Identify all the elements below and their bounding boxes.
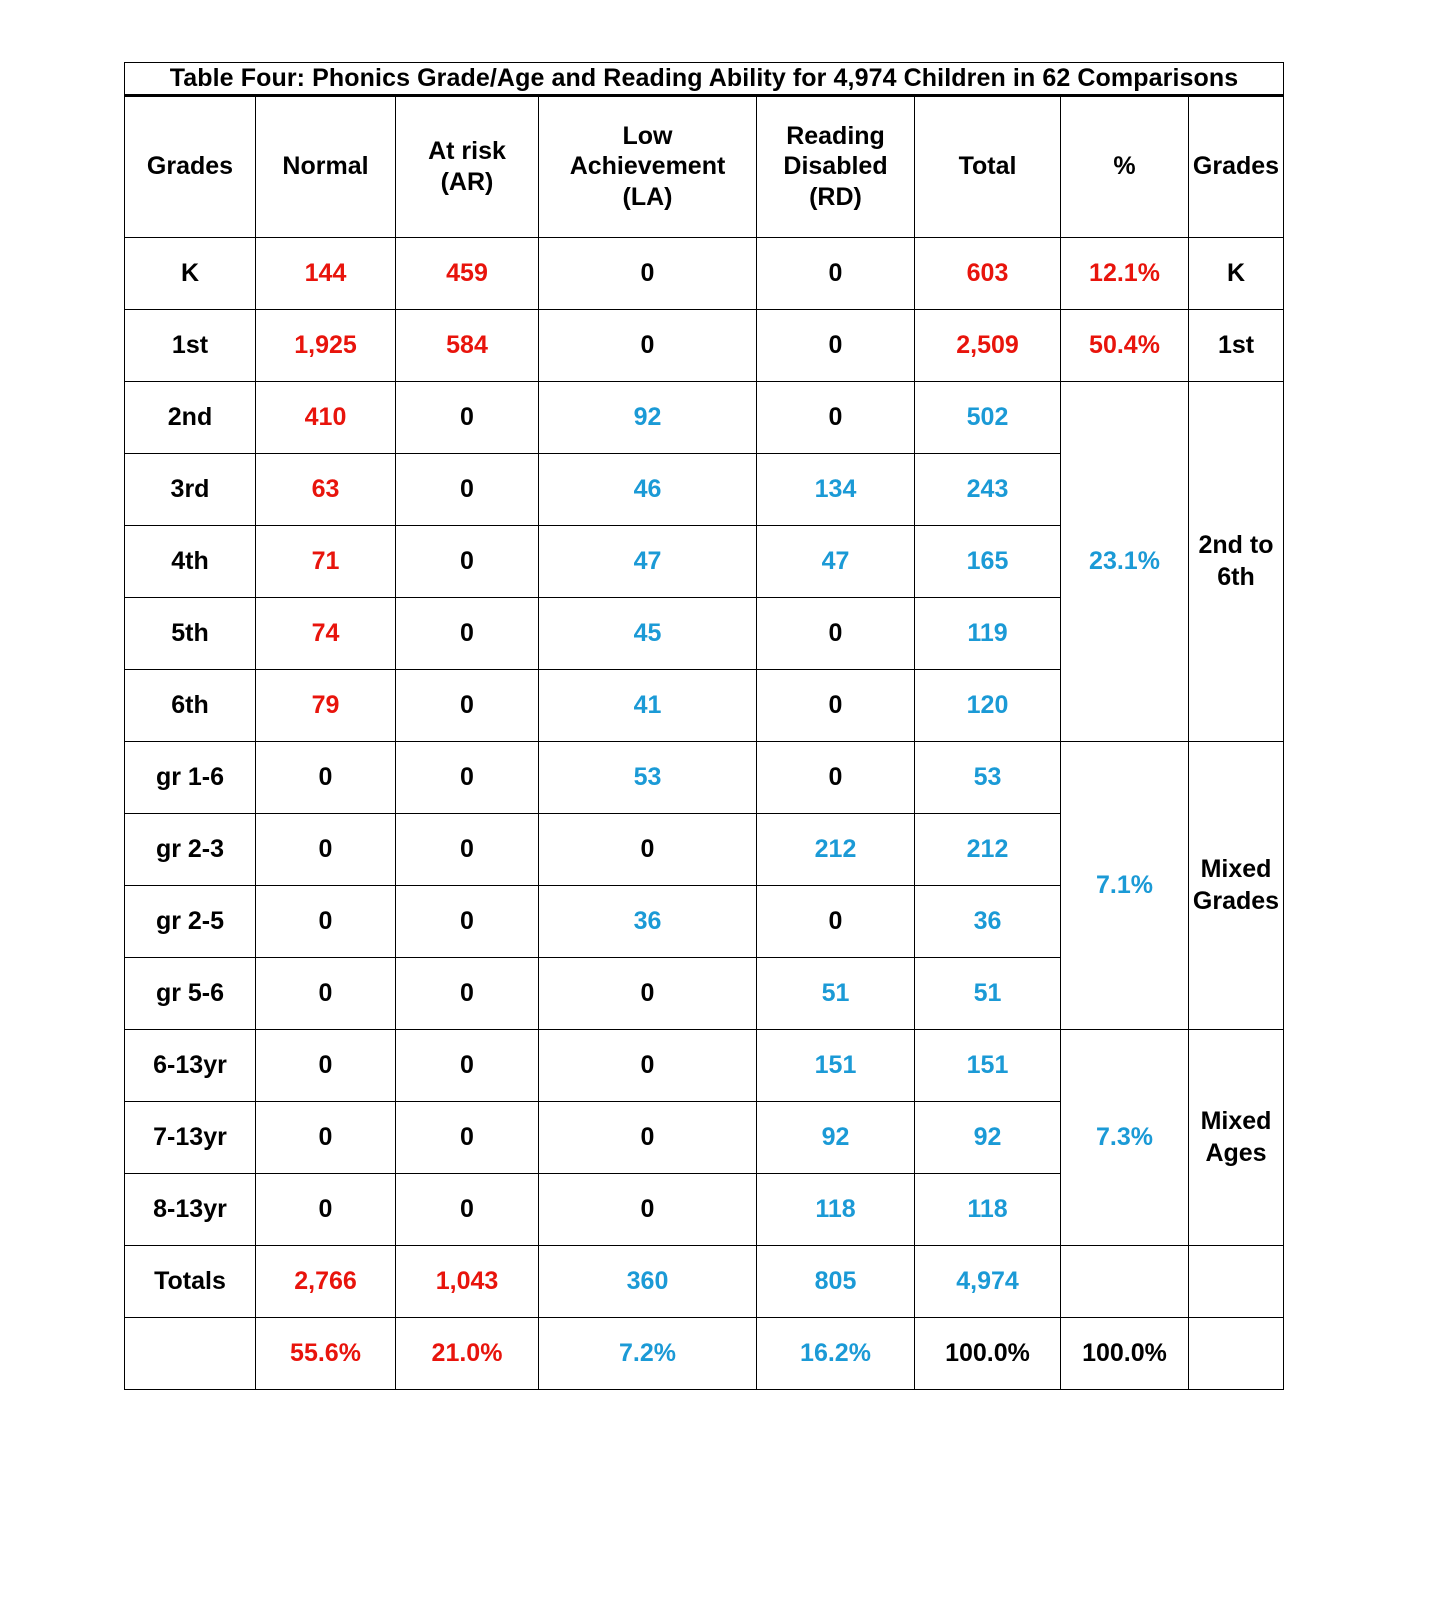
cell-total: 2,509 bbox=[915, 309, 1061, 381]
group-label-line1: 2nd to bbox=[1198, 530, 1274, 559]
cell-at-risk: 0 bbox=[396, 597, 539, 669]
row-label-1st: 1st bbox=[125, 309, 256, 381]
cell-total: 92 bbox=[915, 1101, 1061, 1173]
cell-reading-disabled: 151 bbox=[757, 1029, 915, 1101]
percent-grades-empty bbox=[1189, 1317, 1284, 1389]
totals-row bbox=[125, 1245, 1284, 1317]
cell-at-risk: 0 bbox=[396, 381, 539, 453]
group-label-mixed-ages bbox=[1189, 1029, 1284, 1245]
title-row bbox=[125, 63, 1284, 96]
cell-at-risk: 0 bbox=[396, 957, 539, 1029]
cell-low-achievement: 0 bbox=[539, 1029, 757, 1101]
totals-total: 4,974 bbox=[915, 1245, 1061, 1317]
table-container bbox=[124, 62, 1283, 1390]
percent-overall: 100.0% bbox=[1061, 1317, 1189, 1389]
cell-low-achievement: 0 bbox=[539, 1173, 757, 1245]
header-row bbox=[125, 95, 1284, 237]
column-header-grades-right: Grades bbox=[1189, 95, 1284, 237]
row-label-5th: 5th bbox=[125, 597, 256, 669]
group-label-line2: Grades bbox=[1192, 887, 1280, 915]
cell-low-achievement: 47 bbox=[539, 525, 757, 597]
group-label-mixed-grades bbox=[1189, 741, 1284, 1029]
cell-total: 118 bbox=[915, 1173, 1061, 1245]
cell-normal: 0 bbox=[256, 1101, 396, 1173]
cell-normal: 0 bbox=[256, 957, 396, 1029]
cell-grade-right: K bbox=[1189, 237, 1284, 309]
reading-disabled-line1: Reading bbox=[786, 121, 885, 150]
percent-normal: 55.6% bbox=[256, 1317, 396, 1389]
cell-total: 502 bbox=[915, 381, 1061, 453]
cell-low-achievement: 36 bbox=[539, 885, 757, 957]
totals-percent-empty bbox=[1061, 1245, 1189, 1317]
cell-low-achievement: 41 bbox=[539, 669, 757, 741]
totals-grades-empty bbox=[1189, 1245, 1284, 1317]
cell-total: 119 bbox=[915, 597, 1061, 669]
cell-reading-disabled: 0 bbox=[757, 885, 915, 957]
cell-normal: 74 bbox=[256, 597, 396, 669]
group-label-line2: Ages bbox=[1205, 1139, 1267, 1167]
percent-row-label-empty bbox=[125, 1317, 256, 1389]
table-row bbox=[125, 741, 1284, 813]
totals-reading-disabled: 805 bbox=[757, 1245, 915, 1317]
cell-reading-disabled: 0 bbox=[757, 741, 915, 813]
row-label-gr-2-5: gr 2-5 bbox=[125, 885, 256, 957]
cell-normal: 1,925 bbox=[256, 309, 396, 381]
column-header-reading-disabled bbox=[757, 95, 915, 237]
cell-at-risk: 0 bbox=[396, 885, 539, 957]
cell-normal: 410 bbox=[256, 381, 396, 453]
group-label-2nd-to-6th bbox=[1189, 381, 1284, 741]
cell-total: 151 bbox=[915, 1029, 1061, 1101]
table-row bbox=[125, 237, 1284, 309]
cell-normal: 0 bbox=[256, 1173, 396, 1245]
cell-total: 243 bbox=[915, 453, 1061, 525]
percent-reading-disabled: 16.2% bbox=[757, 1317, 915, 1389]
low-achievement-line1: Low bbox=[622, 121, 673, 150]
cell-reading-disabled: 0 bbox=[757, 309, 915, 381]
cell-total: 53 bbox=[915, 741, 1061, 813]
cell-reading-disabled: 212 bbox=[757, 813, 915, 885]
cell-at-risk: 584 bbox=[396, 309, 539, 381]
reading-disabled-line2: Disabled bbox=[783, 152, 888, 181]
low-achievement-line3: (LA) bbox=[622, 182, 673, 211]
cell-percent: 12.1% bbox=[1061, 237, 1189, 309]
cell-at-risk: 0 bbox=[396, 453, 539, 525]
cell-total: 603 bbox=[915, 237, 1061, 309]
table-row bbox=[125, 1029, 1284, 1101]
cell-low-achievement: 0 bbox=[539, 957, 757, 1029]
cell-low-achievement: 45 bbox=[539, 597, 757, 669]
totals-normal: 2,766 bbox=[256, 1245, 396, 1317]
row-label-3rd: 3rd bbox=[125, 453, 256, 525]
cell-reading-disabled: 92 bbox=[757, 1101, 915, 1173]
cell-reading-disabled: 0 bbox=[757, 237, 915, 309]
row-label-gr-2-3: gr 2-3 bbox=[125, 813, 256, 885]
cell-total: 212 bbox=[915, 813, 1061, 885]
cell-reading-disabled: 51 bbox=[757, 957, 915, 1029]
totals-at-risk: 1,043 bbox=[396, 1245, 539, 1317]
table-row bbox=[125, 381, 1284, 453]
cell-total: 51 bbox=[915, 957, 1061, 1029]
row-label-6-13yr: 6-13yr bbox=[125, 1029, 256, 1101]
cell-low-achievement: 0 bbox=[539, 813, 757, 885]
cell-total: 165 bbox=[915, 525, 1061, 597]
cell-reading-disabled: 0 bbox=[757, 669, 915, 741]
cell-at-risk: 0 bbox=[396, 1101, 539, 1173]
cell-percent: 50.4% bbox=[1061, 309, 1189, 381]
cell-total: 36 bbox=[915, 885, 1061, 957]
table-title: Table Four: Phonics Grade/Age and Reading Ability for 4,974 Children in 62 Comparisons bbox=[125, 63, 1284, 96]
percent-row bbox=[125, 1317, 1284, 1389]
cell-grade-right: 1st bbox=[1189, 309, 1284, 381]
cell-at-risk: 0 bbox=[396, 1029, 539, 1101]
cell-total: 120 bbox=[915, 669, 1061, 741]
row-label-2nd: 2nd bbox=[125, 381, 256, 453]
at-risk-line2: (AR) bbox=[440, 167, 494, 196]
row-label-gr-1-6: gr 1-6 bbox=[125, 741, 256, 813]
cell-low-achievement: 0 bbox=[539, 1101, 757, 1173]
group-label-line1: Mixed bbox=[1200, 854, 1272, 883]
percent-total: 100.0% bbox=[915, 1317, 1061, 1389]
cell-at-risk: 0 bbox=[396, 741, 539, 813]
group-percent-2nd-to-6th: 23.1% bbox=[1061, 381, 1189, 741]
cell-normal: 79 bbox=[256, 669, 396, 741]
group-label-line2: 6th bbox=[1217, 563, 1255, 591]
cell-low-achievement: 92 bbox=[539, 381, 757, 453]
cell-normal: 144 bbox=[256, 237, 396, 309]
cell-normal: 63 bbox=[256, 453, 396, 525]
cell-low-achievement: 46 bbox=[539, 453, 757, 525]
column-header-grades: Grades bbox=[125, 95, 256, 237]
column-header-normal: Normal bbox=[256, 95, 396, 237]
cell-low-achievement: 0 bbox=[539, 309, 757, 381]
cell-low-achievement: 53 bbox=[539, 741, 757, 813]
cell-normal: 0 bbox=[256, 1029, 396, 1101]
cell-at-risk: 0 bbox=[396, 1173, 539, 1245]
cell-at-risk: 0 bbox=[396, 813, 539, 885]
cell-reading-disabled: 47 bbox=[757, 525, 915, 597]
phonics-table bbox=[124, 62, 1284, 1390]
cell-at-risk: 459 bbox=[396, 237, 539, 309]
cell-reading-disabled: 0 bbox=[757, 597, 915, 669]
cell-reading-disabled: 134 bbox=[757, 453, 915, 525]
cell-normal: 0 bbox=[256, 741, 396, 813]
cell-at-risk: 0 bbox=[396, 669, 539, 741]
row-label-k: K bbox=[125, 237, 256, 309]
percent-at-risk: 21.0% bbox=[396, 1317, 539, 1389]
group-percent-mixed-ages: 7.3% bbox=[1061, 1029, 1189, 1245]
column-header-total: Total bbox=[915, 95, 1061, 237]
column-header-percent: % bbox=[1061, 95, 1189, 237]
cell-normal: 0 bbox=[256, 813, 396, 885]
low-achievement-line2: Achievement bbox=[569, 152, 726, 181]
totals-low-achievement: 360 bbox=[539, 1245, 757, 1317]
row-label-7-13yr: 7-13yr bbox=[125, 1101, 256, 1173]
row-label-6th: 6th bbox=[125, 669, 256, 741]
totals-label: Totals bbox=[125, 1245, 256, 1317]
row-label-gr-5-6: gr 5-6 bbox=[125, 957, 256, 1029]
row-label-8-13yr: 8-13yr bbox=[125, 1173, 256, 1245]
column-header-at-risk bbox=[396, 95, 539, 237]
cell-low-achievement: 0 bbox=[539, 237, 757, 309]
table-row bbox=[125, 309, 1284, 381]
row-label-4th: 4th bbox=[125, 525, 256, 597]
cell-reading-disabled: 0 bbox=[757, 381, 915, 453]
cell-reading-disabled: 118 bbox=[757, 1173, 915, 1245]
group-percent-mixed-grades: 7.1% bbox=[1061, 741, 1189, 1029]
group-label-line1: Mixed bbox=[1200, 1106, 1272, 1135]
reading-disabled-line3: (RD) bbox=[809, 182, 862, 211]
cell-at-risk: 0 bbox=[396, 525, 539, 597]
percent-low-achievement: 7.2% bbox=[539, 1317, 757, 1389]
cell-normal: 71 bbox=[256, 525, 396, 597]
at-risk-line1: At risk bbox=[428, 137, 506, 165]
column-header-low-achievement bbox=[539, 95, 757, 237]
cell-normal: 0 bbox=[256, 885, 396, 957]
